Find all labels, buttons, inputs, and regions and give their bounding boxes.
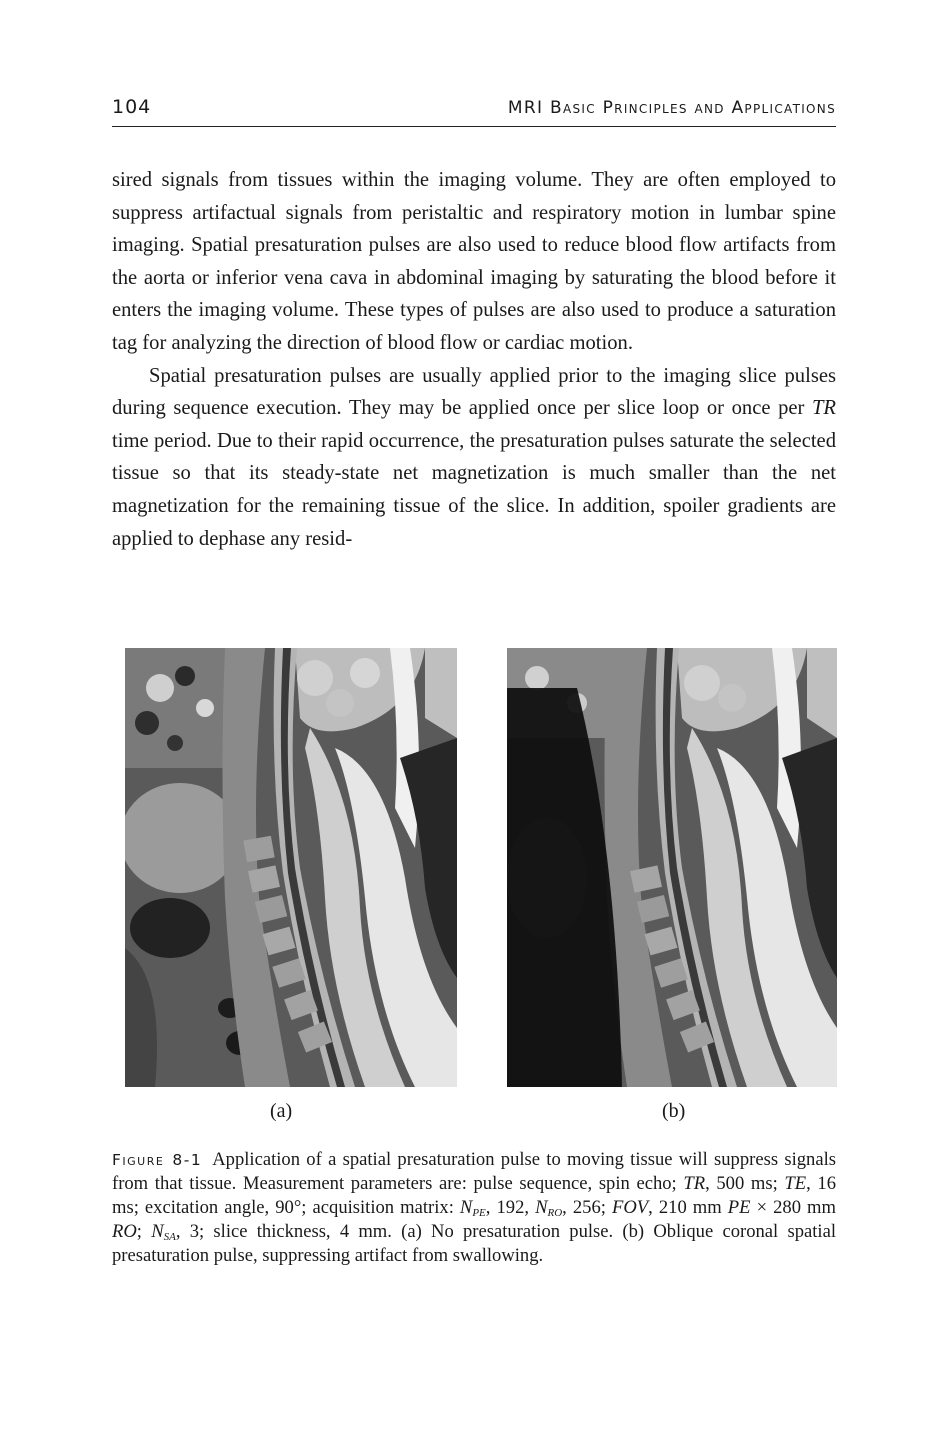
caption-fov: FOV — [612, 1197, 649, 1218]
page-number: 104 — [112, 96, 152, 118]
caption-tr: TR — [683, 1173, 706, 1194]
caption-text: ; — [136, 1221, 152, 1242]
paragraph-2-part-2: time period. Due to their rapid occurrence, the presaturation pulses saturate the selected tissue so that its steady-state net magnetization is much smaller than the net magnetization for the remaining tissue of the slice. In addition, spoiler gradients are applied to dephase any resid- — [112, 429, 836, 550]
running-title: MRI Basic Principles and Applications — [507, 98, 836, 118]
caption-text: , 16 ms; excitation angle, 90°; acquisition matrix: — [112, 1173, 837, 1218]
paragraph-1: sired signals from tissues within the imaging volume. They are often employed to suppress artifactual signals from peristaltic and respiratory motion in lumbar spine imaging. Spatial presaturation pulses are also used to reduce blood flow artifacts from the aorta or inferior vena cava in abdominal imaging by saturating the blood before it enters the imaging volume. These types of pulses are also used to produce a saturation tag for analyzing the direction of blood flow or cardiac motion. — [112, 169, 836, 354]
caption-text: Application of a spatial presaturation pulse to moving tissue will suppress signals from that tissue. Measurement parameters are: pulse sequence, spin echo; — [112, 1149, 836, 1194]
paragraph-2 — [112, 360, 836, 556]
figure-label: Figure 8-1 — [112, 1151, 203, 1169]
caption-subscript: PE — [472, 1207, 486, 1219]
paragraph-2-part-1: Spatial presaturation pulses are usually applied prior to the imaging slice pulses during sequence execution. They may be applied once per slice loop or once per — [112, 364, 836, 420]
caption-ro: RO — [112, 1221, 137, 1242]
caption-text: , 210 mm — [648, 1197, 728, 1218]
caption-text: , 256; — [562, 1197, 612, 1218]
tr-term: TR — [811, 397, 836, 420]
mri-image-a — [125, 648, 457, 1087]
mri-image-b-graphic — [507, 648, 837, 1087]
caption-n-ro: N — [535, 1197, 548, 1218]
caption-text: × 280 mm — [750, 1197, 836, 1218]
caption-n-sa: N — [151, 1221, 164, 1242]
caption-text: , 3; slice thickness, 4 mm. (a) No presaturation pulse. (b) Oblique coronal spatial presaturation pulse, suppressing artifact from swallowing. — [112, 1221, 836, 1266]
caption-te: TE — [784, 1173, 807, 1194]
caption-n-pe: N — [459, 1197, 473, 1218]
caption-subscript: RO — [547, 1207, 563, 1219]
caption-text: , 500 ms; — [705, 1173, 785, 1194]
caption-pe: PE — [727, 1197, 751, 1218]
mri-image-a-graphic — [125, 648, 457, 1087]
caption-text: , 192, — [485, 1197, 536, 1218]
caption-subscript: SA — [163, 1231, 176, 1243]
panel-label-a: (a) — [270, 1100, 293, 1122]
figure-caption — [112, 1148, 836, 1268]
panel-label-b: (b) — [662, 1100, 686, 1122]
body-text — [112, 164, 836, 555]
mri-image-b — [507, 648, 837, 1087]
running-head — [112, 96, 836, 127]
